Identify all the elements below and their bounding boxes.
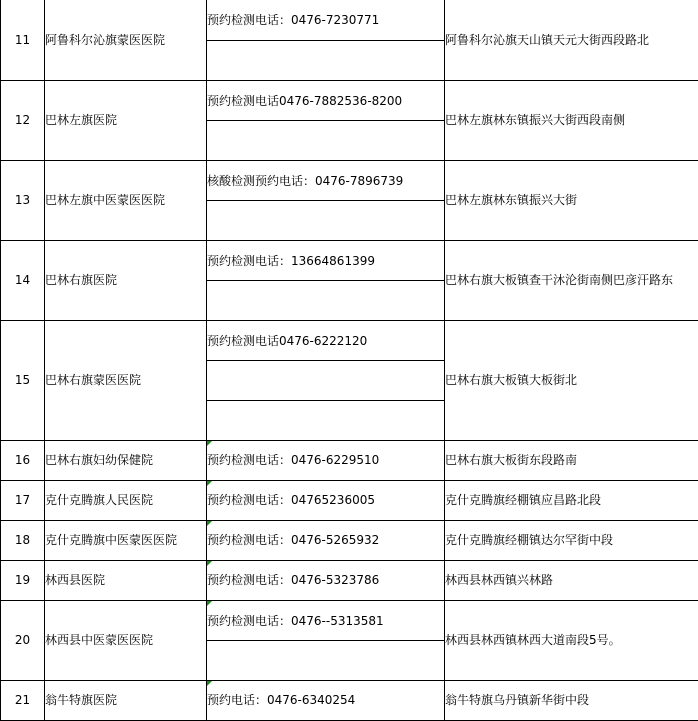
hospital-name: 克什克腾旗中医蒙医医院 [45,520,207,560]
phone-cell [207,440,445,480]
phone-cell [207,480,445,520]
row-number: 13 [1,160,45,240]
phone-text: 预约检测电话：0476--5313581 [207,613,384,628]
phone-text: 预约检测电话：0476-7230771 [207,13,380,27]
phone-cell [207,160,445,200]
hospital-name: 阿鲁科尔沁旗蒙医医院 [45,0,207,80]
table-row [1,440,698,480]
cell-comment-marker-icon [207,441,212,446]
hospital-address: 巴林右旗大板镇查干沐沦街南侧巴彦汗路东 [445,240,698,320]
table-row [1,520,698,560]
hospital-name: 林西县中医蒙医医院 [45,600,207,680]
hospital-name: 翁牛特旗医院 [45,680,207,720]
phone-text: 预约检测电话0476-6222120 [207,333,368,348]
table-row [1,0,698,40]
table-row [1,480,698,520]
phone-cell [207,600,445,640]
cell-comment-marker-icon [207,601,212,606]
hospital-address: 林西县林西镇兴林路 [445,560,698,600]
row-number: 21 [1,680,45,720]
phone-text: 预约检测电话：0476-5323786 [207,573,380,587]
hospital-name: 巴林左旗医院 [45,80,207,160]
phone-cell [207,0,445,40]
hospital-name: 克什克腾旗人民医院 [45,480,207,520]
hospital-name: 巴林右旗医院 [45,240,207,320]
phone-text: 预约电话：0476-6340254 [207,693,356,707]
phone-cell-empty [207,640,445,680]
table-row [1,560,698,600]
phone-cell-empty [207,400,445,440]
table-row [1,680,698,720]
row-number: 15 [1,320,45,440]
phone-text: 预约检测电话：0476-5265932 [207,533,380,547]
hospital-address: 巴林右旗大板街东段路南 [445,440,698,480]
hospital-address: 巴林左旗林东镇振兴大街 [445,160,698,240]
hospital-address: 翁牛特旗乌丹镇新华街中段 [445,680,698,720]
phone-cell-empty [207,360,445,400]
phone-cell-empty [207,120,445,160]
row-number: 14 [1,240,45,320]
phone-cell [207,240,445,280]
row-number: 17 [1,480,45,520]
row-number: 18 [1,520,45,560]
cell-comment-marker-icon [207,681,212,686]
cell-comment-marker-icon [207,481,212,486]
hospital-name: 巴林左旗中医蒙医医院 [45,160,207,240]
row-number: 20 [1,600,45,680]
hospital-address: 克什克腾旗经棚镇应昌路北段 [445,480,698,520]
row-number: 12 [1,80,45,160]
hospital-address: 巴林左旗林东镇振兴大街西段南侧 [445,80,698,160]
hospital-name: 林西县医院 [45,560,207,600]
table-row [1,80,698,120]
phone-cell-empty [207,200,445,240]
phone-text: 预约检测电话0476-7882536-8200 [207,93,403,108]
phone-cell [207,320,445,360]
phone-cell-empty [207,280,445,320]
phone-cell [207,560,445,600]
cell-comment-marker-icon [207,561,212,566]
table-row [1,160,698,200]
phone-text: 预约检测电话：0476-6229510 [207,453,380,467]
phone-cell [207,80,445,120]
phone-text: 预约检测电话：13664861399 [207,253,375,268]
hospital-table-body [1,0,698,720]
table-row [1,320,698,360]
hospital-name: 巴林右旗妇幼保健院 [45,440,207,480]
phone-cell [207,680,445,720]
table-row [1,600,698,640]
hospital-address: 巴林右旗大板镇大板街北 [445,320,698,440]
phone-text: 预约检测电话：04765236005 [207,493,375,507]
hospital-address: 克什克腾旗经棚镇达尔罕街中段 [445,520,698,560]
row-number: 19 [1,560,45,600]
hospital-name: 巴林右旗蒙医医院 [45,320,207,440]
row-number: 11 [1,0,45,80]
phone-cell-empty [207,40,445,80]
hospital-address: 阿鲁科尔沁旗天山镇天元大街西段路北 [445,0,698,80]
hospital-address: 林西县林西镇林西大道南段5号。 [445,600,698,680]
table-row [1,240,698,280]
phone-cell [207,520,445,560]
row-number: 16 [1,440,45,480]
cell-comment-marker-icon [207,521,212,526]
phone-text: 核酸检测预约电话：0476-7896739 [207,173,404,188]
